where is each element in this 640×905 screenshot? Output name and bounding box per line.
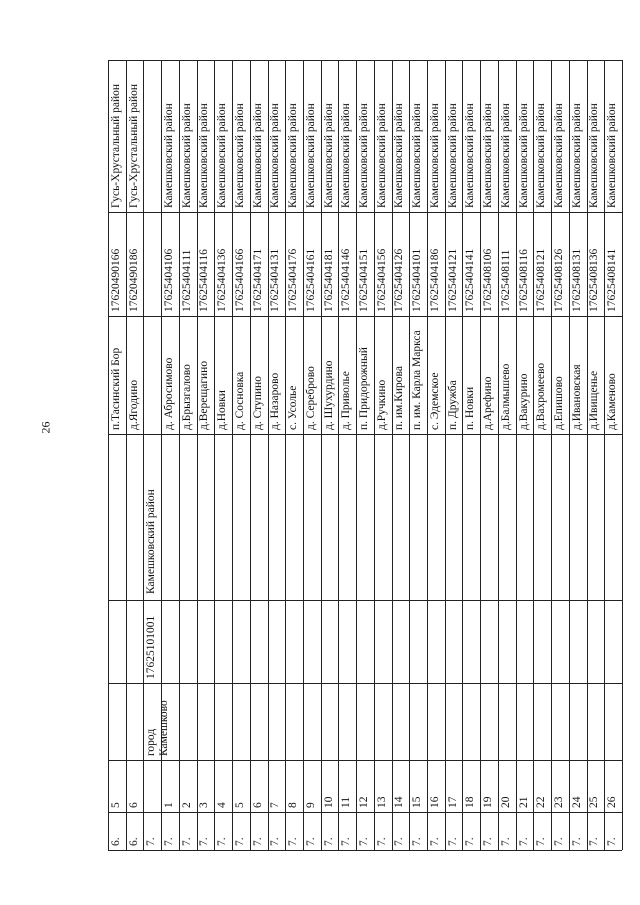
table-cell-oktmo: 17625404166	[233, 248, 246, 312]
table-cell-num: 7.	[358, 837, 370, 846]
table-cell-region: Камешковский район	[216, 103, 229, 208]
table-cell-num: 7.	[269, 837, 282, 846]
table-gridline	[108, 600, 622, 601]
table-cell-settlement: д. Ступино	[251, 376, 264, 430]
table-gridline	[498, 60, 499, 850]
table-cell-region: Камешковский район	[393, 103, 406, 208]
table-cell-oktmo: 17625408136	[588, 248, 601, 312]
table-cell-sub: 17	[446, 796, 459, 808]
table-gridline	[108, 850, 622, 851]
table-cell-settlement: д.Епишово	[552, 376, 565, 430]
table-cell-oktmo: 17620490186	[127, 248, 140, 312]
table-cell-settlement: д.Вакурино	[517, 373, 530, 430]
table-cell-city: город Камешково	[145, 700, 171, 756]
table-cell-sub: 21	[517, 796, 530, 808]
table-cell-region: Камешковский район	[535, 103, 548, 208]
table-cell-sub: 1	[163, 802, 176, 808]
table-gridline	[108, 683, 622, 684]
table-cell-sub: 20	[499, 796, 512, 808]
table-cell-num: 7.	[464, 837, 477, 846]
table-cell-sub: 6	[251, 802, 264, 808]
table-gridline	[108, 434, 622, 435]
table-gridline	[126, 60, 127, 850]
table-cell-sub: 13	[375, 796, 388, 808]
table-cell-sub: 3	[198, 802, 211, 808]
page-number-text: 26	[38, 421, 53, 434]
table-cell-oktmo: 17625404136	[216, 248, 229, 312]
table-cell-region: Камешковский район	[198, 103, 211, 208]
table-cell-oktmo: 17625404181	[322, 248, 335, 312]
table-cell-oktmo: 17625404111	[180, 249, 193, 312]
table-cell-oktmo: 17625404146	[340, 248, 353, 312]
table-cell-num: 7.	[145, 837, 158, 846]
table-cell-sub: 12	[358, 796, 370, 808]
table-gridline	[108, 316, 622, 317]
table-cell-region: Камешковский район	[517, 103, 530, 208]
table-cell-region: Камешковский район	[269, 103, 282, 208]
table-cell-sub: 22	[535, 796, 548, 808]
table-cell-settlement: п. Дружба	[446, 380, 459, 430]
table-cell-sub: 5	[233, 802, 246, 808]
table-cell-num: 6.	[109, 837, 122, 846]
table-gridline	[108, 60, 109, 850]
table-cell-num: 6.	[127, 837, 140, 846]
table-gridline	[321, 60, 322, 850]
table-cell-region: Камешковский район	[287, 103, 300, 208]
table-cell-sub: 4	[216, 802, 229, 808]
table-cell-settlement: д.Ягодино	[127, 379, 140, 430]
table-cell-sub: 14	[393, 796, 406, 808]
table-cell-oktmo: 17620490166	[109, 248, 122, 312]
table-cell-settlement: д. Шухурдино	[322, 360, 335, 430]
table-cell-sub: 23	[552, 796, 565, 808]
table-cell-settlement: п. Новки	[464, 386, 477, 430]
table-cell-oktmo: 17625408106	[482, 248, 495, 312]
table-cell-num: 7.	[482, 837, 495, 846]
table-cell-num: 7.	[340, 837, 353, 846]
table-cell-oktmo: 17625404106	[163, 248, 176, 312]
table-cell-region: Камешковский район	[375, 103, 388, 208]
table-cell-region: Камешковский район	[180, 103, 193, 208]
table-cell-num: 7.	[180, 837, 193, 846]
table-gridline	[250, 60, 251, 850]
table-cell-sub: 19	[482, 796, 495, 808]
table-cell-settlement: д.Балмышево	[499, 363, 512, 430]
table-cell-oktmo: 17625404121	[446, 248, 459, 312]
table-cell-region: Камешковский район	[588, 103, 601, 208]
table-cell-settlement: д. Назарово	[269, 372, 282, 430]
table-cell-num: 7.	[535, 837, 548, 846]
table-cell-sub: 8	[287, 802, 300, 808]
table-cell-settlement: д.Каменово	[606, 373, 619, 430]
table-cell-oktmo: 17625408126	[552, 248, 565, 312]
table-cell-num: 7.	[375, 837, 388, 846]
table-cell-num: 7.	[446, 837, 459, 846]
table-cell-oktmo: 17625408116	[517, 249, 530, 312]
table-cell-settlement: д.Ручкино	[375, 379, 388, 430]
table-cell-settlement: д. Сереброво	[304, 366, 317, 430]
table-cell-num: 7.	[322, 837, 335, 846]
table-cell-settlement: д.Брызгалово	[180, 364, 193, 430]
table-cell-oktmo: 17625408141	[606, 248, 619, 312]
table-cell-settlement: д. Абросимово	[163, 357, 176, 430]
table-gridline	[108, 212, 622, 213]
table-gridline	[622, 60, 623, 850]
table-cell-oktmo: 17625408131	[570, 248, 583, 312]
table-cell-num: 7.	[287, 837, 300, 846]
table-cell-settlement: д.Ивищенье	[588, 370, 601, 430]
table-cell-num: 7.	[216, 837, 229, 846]
table-cell-sub: 24	[570, 796, 583, 808]
table-cell-sub: 16	[428, 796, 441, 808]
table-cell-settlement: п. им. Карла Маркса	[411, 330, 424, 430]
table-cell-region: Камешковский район	[570, 103, 583, 208]
table-gridline	[108, 60, 622, 61]
table-cell-sub: 5	[109, 802, 122, 808]
table-cell-oktmo: 17625404126	[393, 248, 406, 312]
table-cell-num: 7.	[606, 837, 619, 846]
table-cell-settlement: д. Сосновка	[233, 371, 246, 430]
table-gridline	[179, 60, 180, 850]
table-cell-sub: 10	[322, 796, 335, 808]
table-cell-region: Камешковский район	[446, 103, 459, 208]
table-gridline	[303, 60, 304, 850]
table-cell-sub: 15	[411, 796, 424, 808]
table-cell-region: Камешковский район	[499, 103, 512, 208]
table-cell-num: 7.	[588, 837, 601, 846]
table-cell-settlement: п. Придорожный	[358, 347, 370, 430]
table-cell-region: Камешковский район	[428, 103, 441, 208]
table-cell-settlement: д. Приволье	[340, 371, 353, 430]
table-cell-oktmo: 17625404151	[358, 248, 370, 312]
table-cell-sub: 7	[269, 802, 282, 808]
table-cell-oktmo: 17625408121	[535, 248, 548, 312]
table-cell-district: Камешковский район	[145, 489, 158, 594]
table-cell-settlement: п. им.Кирова	[393, 366, 406, 430]
table-cell-sub: 26	[606, 796, 619, 808]
table-gridline	[516, 60, 517, 850]
table-cell-region: Гусь-Хрустальный район	[109, 83, 122, 208]
table-cell-settlement: д.Арефино	[482, 376, 495, 430]
table-cell-oktmo: 17625408111	[499, 249, 512, 312]
table-cell-oktmo: 17625404161	[304, 248, 317, 312]
table-cell-num: 7.	[251, 837, 264, 846]
table-cell-sub: 6	[127, 802, 140, 808]
table-cell-num: 7.	[198, 837, 211, 846]
table-cell-num: 7.	[517, 837, 530, 846]
table-cell-num: 7.	[552, 837, 565, 846]
table-cell-region: Камешковский район	[304, 103, 317, 208]
table-cell-region: Камешковский район	[411, 103, 424, 208]
table-cell-num: 7.	[411, 837, 424, 846]
table-cell-sub: 25	[588, 796, 601, 808]
table-gridline	[356, 60, 357, 850]
table-cell-region: Камешковский район	[163, 103, 176, 208]
table-cell-num: 7.	[499, 837, 512, 846]
table-cell-settlement: с. Эдемское	[428, 372, 441, 430]
table-cell-region: Камешковский район	[464, 103, 477, 208]
table-cell-sub: 11	[340, 796, 353, 808]
table-cell-num: 7.	[233, 837, 246, 846]
table-cell-settlement: д.Новки	[216, 390, 229, 430]
table-cell-region: Камешковский район	[482, 103, 495, 208]
table-cell-settlement: п.Тасинский Бор	[109, 347, 122, 430]
table-cell-region: Камешковский район	[340, 103, 353, 208]
table-cell-sub: 9	[304, 802, 317, 808]
table-cell-num: 7.	[570, 837, 583, 846]
table-gridline	[551, 60, 552, 850]
table-cell-oktmo: 17625404101	[411, 248, 424, 312]
table-cell-num: 7.	[304, 837, 317, 846]
table-cell-oktmo: 17625404156	[375, 248, 388, 312]
table-cell-sub: 2	[180, 802, 193, 808]
table-gridline	[427, 60, 428, 850]
table-cell-oktmo: 17625404171	[251, 248, 264, 312]
table-cell-oktmo: 17625404131	[269, 248, 282, 312]
table-cell-num: 7.	[428, 837, 441, 846]
table-cell-oktmo: 17625404186	[428, 248, 441, 312]
table-cell-region: Камешковский район	[552, 103, 565, 208]
table-cell-region: Камешковский район	[606, 103, 619, 208]
table-cell-settlement: д.Ивановская	[570, 364, 583, 430]
table-cell-oktmo: 17625404141	[464, 248, 477, 312]
table-cell-settlement: д.Верещагино	[198, 360, 211, 430]
table-cell-num: 7.	[163, 837, 176, 846]
table-gridline	[108, 760, 622, 761]
table-cell-oktmo: 17625404116	[198, 249, 211, 312]
table-cell-region: Камешковский район	[251, 103, 264, 208]
table-gridline	[374, 60, 375, 850]
table-gridline	[445, 60, 446, 850]
table-cell-code: 17625101001	[145, 615, 158, 679]
table-gridline	[569, 60, 570, 850]
table-cell-settlement: с. Усолье	[287, 385, 300, 430]
table-cell-settlement: д.Вахромеево	[535, 362, 548, 430]
table-cell-sub: 18	[464, 796, 477, 808]
table-cell-num: 7.	[393, 837, 406, 846]
table-cell-region: Камешковский район	[322, 103, 335, 208]
table-cell-oktmo: 17625404176	[287, 248, 300, 312]
table-gridline	[108, 812, 622, 813]
table-gridline	[232, 60, 233, 850]
table-cell-region: Гусь-Хрустальный район	[127, 83, 140, 208]
table-cell-region: Камешковский район	[233, 103, 246, 208]
table-cell-region: Камешковский район	[358, 103, 370, 208]
